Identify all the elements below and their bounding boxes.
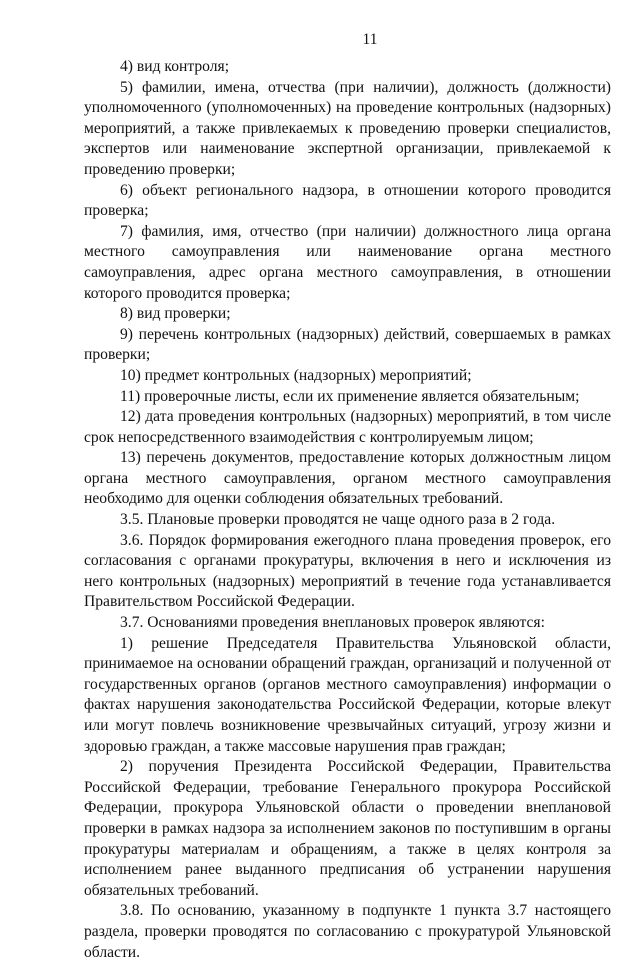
paragraph-item-13: 13) перечень документов, предоставление которых должностным лицом органа местного самоуправления, органом местного самоуправления необходимо для оценки соблюдения обязательных требований.	[84, 449, 611, 508]
paragraph-item-12: 12) дата проведения контрольных (надзорных) мероприятий, в том числе срок непосредственного взаимодействия с контролируемым лицом;	[84, 408, 611, 446]
page-number: 11	[362, 31, 378, 48]
paragraph-item-5: 5) фамилии, имена, отчества (при наличии), должность (должности) уполномоченного (уполномоченных) на проведение контрольных (надзорных) мероприятий, а также привлекаемых к проведению проверки специалистов, экспертов или наименование экспертной организации, привлекаемой к проведению проверки;	[84, 78, 611, 178]
paragraph-3-7-item-1: 1) решение Председателя Правительства Ульяновской области, принимаемое на основании обращений граждан, организаций и полученной от государственных органов (органов местного самоуправления) информации о фактах нарушения законодательства Российской Федерации, которые влекут или могут повлечь возникновение чрезвычайных ситуаций, угрозу жизни и здоровью граждан, а также массовые нарушения прав граждан;	[84, 634, 611, 755]
paragraph-item-8: 8) вид проверки;	[120, 305, 231, 323]
paragraph-item-4: 4) вид контроля;	[120, 58, 230, 75]
paragraph-item-9: 9) перечень контрольных (надзорных) действий, совершаемых в рамках проверки;	[84, 325, 611, 364]
paragraph-3-7: 3.7. Основаниями проведения внеплановых проверок являются:	[120, 614, 545, 632]
paragraph-item-6: 6) объект регионального надзора, в отношении которого проводится проверка;	[84, 181, 611, 220]
paragraph-3-6: 3.6. Порядок формирования ежегодного плана проведения проверок, его согласования с органами прокуратуры, включения в него и исключения из него контрольных (надзорных) мероприятий в течение года устанавливается Правительством Российской Федерации.	[84, 531, 611, 611]
paragraph-item-7: 7) фамилия, имя, отчество (при наличии) должностного лица органа местного самоуправления или наименование органа местного самоуправления, адрес органа местного самоуправления, в отношении которого проводится проверка;	[84, 222, 611, 302]
paragraph-item-11: 11) проверочные листы, если их применение является обязательным;	[120, 387, 580, 405]
document-body	[84, 57, 611, 963]
paragraph-3-5: 3.5. Плановые проверки проводятся не чаще одного раза в 2 года.	[120, 511, 556, 529]
paragraph-3-7-item-2: 2) поручения Президента Российской Федерации, Правительства Российской Федерации, требование Генерального прокурора Российской Федерации, прокурора Ульяновской области о проведении внеплановой проверки в рамках надзора за исполнением законов по поступившим в органы прокуратуры материалам и обращениям, а также в целях контроля за исполнением ранее выданного предписания об устранении нарушения обязательных требований.	[84, 758, 611, 899]
paragraph-3-8: 3.8. По основанию, указанному в подпункте 1 пункта 3.7 настоящего раздела, проверки проводятся по согласованию с прокуратурой Ульяновской области.	[84, 902, 611, 961]
paragraph-item-10: 10) предмет контрольных (надзорных) мероприятий;	[120, 366, 472, 384]
